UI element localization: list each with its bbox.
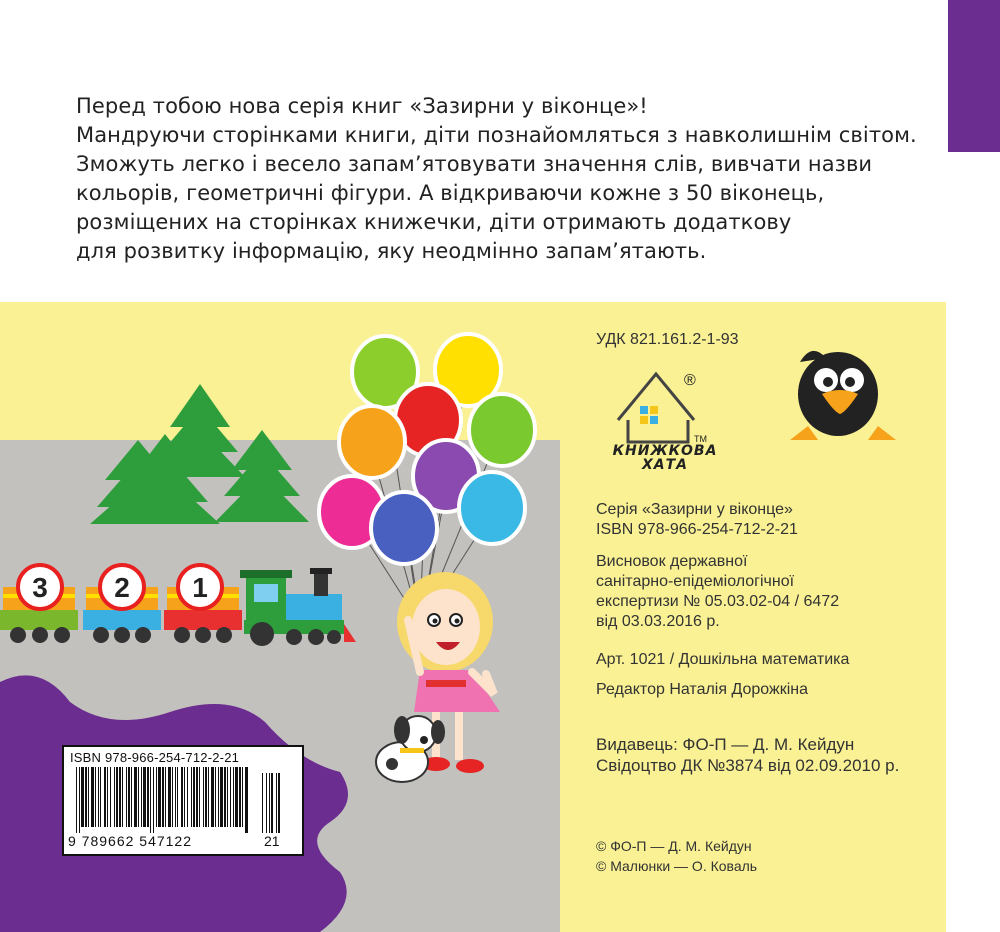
intro-line: Перед тобою нова серія книг «Зазирни у віконце»! xyxy=(76,94,648,118)
barcode-bar xyxy=(203,767,204,827)
barcode-addon-bar xyxy=(271,773,273,833)
barcode-bar xyxy=(211,767,214,827)
barcode-bar xyxy=(98,767,99,827)
barcode-addon-bar xyxy=(266,773,267,833)
conclusion-line: від 03.03.2016 р. xyxy=(596,613,720,630)
barcode-digits: 9 789662 547122 xyxy=(68,833,192,849)
barcode-bar xyxy=(158,767,161,827)
barcode-bar xyxy=(191,767,192,827)
editor: Редактор Наталія Дорожкіна xyxy=(596,681,808,698)
barcode-addon-bar xyxy=(269,773,270,833)
publisher-logo-text xyxy=(600,444,730,472)
barcode-bar xyxy=(175,767,176,827)
barcode-bar xyxy=(215,767,216,827)
barcode-bar xyxy=(156,767,157,827)
barcode-bar xyxy=(181,767,183,827)
barcode-bar xyxy=(128,767,130,827)
barcode-bar xyxy=(199,767,200,827)
barcode-bar xyxy=(104,767,106,827)
barcode-bar xyxy=(162,767,164,827)
isbn-barcode xyxy=(62,745,304,856)
barcode-bar xyxy=(119,767,121,827)
barcode-addon: 21 xyxy=(264,833,280,849)
intro-line: кольорів, геометричні фігури. А відкриваючи кожне з 50 віконець, xyxy=(76,181,825,205)
barcode-bar xyxy=(143,767,146,827)
wagon-number: 3 xyxy=(32,572,48,603)
intro-line: розміщених на сторінках книжечки, діти отримають додаткову xyxy=(76,210,792,234)
barcode-bar xyxy=(165,767,166,827)
barcode-bar xyxy=(245,767,248,833)
barcode-bar xyxy=(220,767,223,827)
conclusion-line: санітарно-епідеміологічної xyxy=(596,573,795,590)
barcode-bar xyxy=(172,767,173,827)
wagon-number: 2 xyxy=(114,572,130,603)
barcode-bar xyxy=(134,767,137,827)
barcode-bar xyxy=(107,767,108,827)
conclusion-line: експертизи № 05.03.02-04 / 6472 xyxy=(596,593,840,610)
barcode-bar xyxy=(100,767,101,827)
crow xyxy=(790,351,896,440)
barcode-bar xyxy=(91,767,94,827)
conclusion-line: Висновок державної xyxy=(596,553,748,570)
barcode-bar xyxy=(242,767,243,827)
udk-code: УДК 821.161.2-1-93 xyxy=(596,331,739,348)
barcode-bar xyxy=(81,767,84,827)
balloons xyxy=(319,334,535,564)
purple-corner-tab xyxy=(948,0,1000,152)
barcode-bar xyxy=(177,767,178,827)
barcode-addon-bar xyxy=(262,773,263,833)
publisher-name: Видавець: ФО-П — Д. М. Кейдун xyxy=(596,735,855,754)
barcode-addon-bar xyxy=(278,773,280,833)
barcode-bar xyxy=(187,767,188,827)
wagon-number: 1 xyxy=(192,572,208,603)
barcode-bar xyxy=(116,767,118,827)
copyright xyxy=(596,836,757,876)
barcode-bar xyxy=(239,767,241,827)
intro-text xyxy=(76,92,946,266)
publisher xyxy=(596,734,899,776)
barcode-bar xyxy=(131,767,132,827)
barcode-bar xyxy=(168,767,171,827)
logo-line-2: ХАТА xyxy=(641,457,688,473)
barcode-bar xyxy=(88,767,89,827)
barcode-bar xyxy=(79,767,80,833)
barcode-bars xyxy=(72,767,294,833)
barcode-bar xyxy=(196,767,198,827)
barcode-bar xyxy=(218,767,219,827)
barcode-bar xyxy=(110,767,111,827)
barcode-bar xyxy=(141,767,142,827)
barcode-bar xyxy=(184,767,185,827)
intro-line: Мандруючи сторінками книги, діти познайомляться з навколишнім світом. xyxy=(76,123,917,147)
barcode-bar xyxy=(114,767,115,827)
copyright-illustrations: © Малюнки — О. Коваль xyxy=(596,858,758,874)
barcode-bar xyxy=(85,767,87,827)
barcode-bar xyxy=(122,767,123,827)
intro-line: для розвитку інформацію, яку неодмінно запам’ятають. xyxy=(76,239,707,263)
barcode-bar xyxy=(193,767,195,827)
barcode-bar xyxy=(95,767,96,827)
barcode-bar xyxy=(233,767,234,827)
certificate: Свідоцтво ДК №3874 від 02.09.2010 р. xyxy=(596,756,900,775)
trademark-mark: TM xyxy=(694,434,707,444)
barcode-bar xyxy=(208,767,209,827)
barcode-bar xyxy=(126,767,127,827)
barcode-bar xyxy=(76,767,77,833)
logo-line-1: КНИЖКОВА xyxy=(612,443,718,459)
barcode-bar xyxy=(224,767,226,827)
isbn: ISBN 978-966-254-712-2-21 xyxy=(596,521,798,538)
barcode-bar xyxy=(230,767,231,827)
copyright-publisher: © ФО-П — Д. М. Кейдун xyxy=(596,838,752,854)
barcode-bar xyxy=(150,767,151,833)
article-number: Арт. 1021 / Дошкільна математика xyxy=(596,651,850,668)
registered-mark: ® xyxy=(684,372,696,389)
barcode-bar xyxy=(138,767,139,827)
barcode-bar xyxy=(235,767,238,827)
intro-line: Зможуть легко і весело запам’ятовувати значення слів, вивчати назви xyxy=(76,152,873,176)
barcode-bar xyxy=(153,767,154,833)
barcode-bar xyxy=(147,767,149,827)
series-name: Серія «Зазирни у віконце» xyxy=(596,501,793,518)
barcode-addon-bar xyxy=(276,773,277,833)
barcode-isbn-text: ISBN 978-966-254-712-2-21 xyxy=(70,750,240,765)
sanitary-conclusion xyxy=(596,552,839,632)
barcode-bar xyxy=(205,767,207,827)
barcode-bar xyxy=(227,767,228,827)
